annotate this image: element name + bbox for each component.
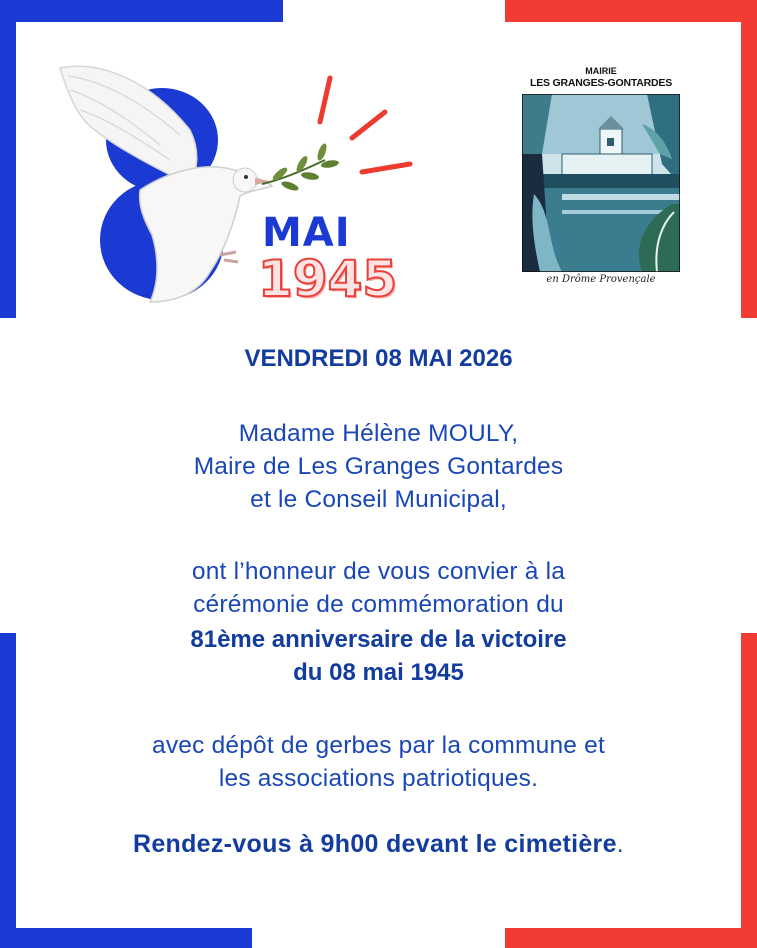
logo-heading [518,66,684,90]
olive-branch [262,142,339,192]
victory-day-emblem [40,40,440,320]
honour-block [0,555,757,621]
rendezvous-line [0,830,757,859]
mayor-name-line: Madame Hélène MOULY, [238,420,519,447]
mayor-title-line: Maire de Les Granges Gontardes [193,453,564,480]
mairie-logo [518,66,684,294]
frame-bar-top-right [505,0,757,22]
emblem-year: 1945 [258,250,398,308]
rendezvous-period: . [616,830,625,858]
village-artwork [522,94,680,272]
red-accent-strokes [320,78,410,172]
anniversary-line-2: du 08 mai 1945 [293,659,464,686]
emblem-month: MAI [262,210,351,256]
mayor-block [0,417,757,516]
logo-town-name: LES GRANGES-GONTARDES [529,77,673,89]
frame-bar-right-top [741,0,757,318]
honour-line-1: ont l’honneur de vous convier à la [191,558,566,585]
event-date: VENDREDI 08 MAI 2026 [244,345,513,372]
logo-caption: en Drôme Provençale [546,274,656,285]
anniversary-line-1: 81ème anniversaire de la victoire [190,626,567,653]
rendezvous-text: Rendez-vous à 9h00 devant le cimetière [132,830,617,858]
wreath-line-2: les associations patriotiques. [218,765,539,792]
frame-bar-bottom-right [505,928,757,948]
council-line: et le Conseil Municipal, [250,486,507,513]
logo-mairie-label: MAIRIE [585,66,617,76]
frame-bar-top-left [0,0,283,22]
anniversary-block [0,623,757,689]
honour-line-2: cérémonie de commémoration du [193,591,564,618]
wreath-line-1: avec dépôt de gerbes par la commune et [152,732,605,759]
frame-bar-bottom-left [0,928,252,948]
frame-bar-left-top [0,0,16,318]
wreath-block [0,729,757,795]
